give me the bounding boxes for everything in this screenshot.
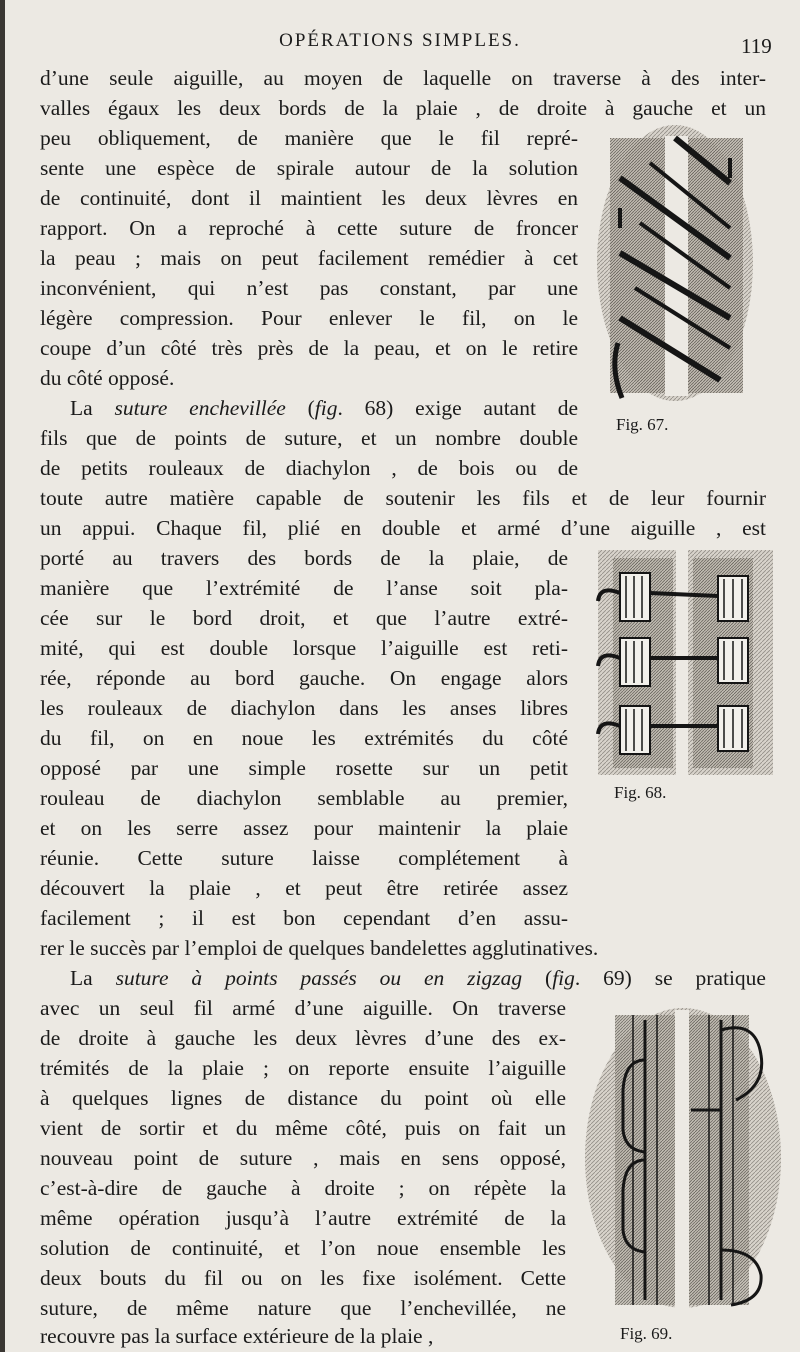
text-line: sente une espèce de spirale autour de la solution xyxy=(40,156,578,180)
text-line: rée, réponde au bord gauche. On engage alors xyxy=(40,666,568,690)
text-line: c’est-à-dire de gauche à droite ; on répète la xyxy=(40,1176,566,1200)
running-header: OPÉRATIONS SIMPLES. xyxy=(279,30,521,51)
text-line: rer le succès par l’emploi de quelques bandelettes agglutinatives. xyxy=(40,936,599,960)
italic-term: suture enchevillée xyxy=(114,396,286,420)
text-line: nouveau point de suture , mais en sens opposé, xyxy=(40,1146,566,1170)
text-line: mité, qui est double lorsque l’aiguille est reti- xyxy=(40,636,568,660)
text-line: même opération jusqu’à l’autre extrémité de la xyxy=(40,1206,566,1230)
text-line: La suture à points passés ou en zigzag (fig. 69) se pratique xyxy=(70,966,766,990)
text-line: d’une seule aiguille, au moyen de laquelle on traverse à des inter- xyxy=(40,66,766,90)
text-line: avec un seul fil armé d’une aiguille. On traverse xyxy=(40,996,566,1020)
text-line: suture, de même nature que l’enchevillée, ne xyxy=(40,1296,566,1320)
page-number: 119 xyxy=(741,34,772,58)
text-line: opposé par une simple rosette sur un petit xyxy=(40,756,568,780)
text-line: du côté opposé. xyxy=(40,366,175,390)
text-line: inconvénient, qui n’est pas constant, par une xyxy=(40,276,578,300)
figure-68-quilled-suture xyxy=(578,538,788,783)
text-line: trémités de la plaie ; on reporte ensuite l’aiguille xyxy=(40,1056,566,1080)
text-line: rouleau de diachylon semblable au premier, xyxy=(40,786,568,810)
text-line: à quelques lignes de distance du point où elle xyxy=(40,1086,566,1110)
text-line: rapport. On a reproché à cette suture de froncer xyxy=(40,216,578,240)
page-edge-shadow xyxy=(0,0,5,1352)
text-line: découvert la plaie , et peut être retirée assez xyxy=(40,876,568,900)
text-line: facilement ; il est bon cependant d’en assu- xyxy=(40,906,568,930)
text-line: manière que l’extrémité de l’anse soit pla- xyxy=(40,576,568,600)
text-line: peu obliquement, de manière que le fil repré- xyxy=(40,126,578,150)
figure-69-caption: Fig. 69. xyxy=(620,1324,673,1343)
text-line: de droite à gauche les deux lèvres d’une des ex- xyxy=(40,1026,566,1050)
text-line: réunie. Cette suture laisse complétement à xyxy=(40,846,568,870)
italic-term: suture à points passés ou en zigzag xyxy=(115,966,523,990)
text-line: un appui. Chaque fil, plié en double et armé d’une aiguille , est xyxy=(40,516,766,540)
figure-69-zigzag-suture xyxy=(575,1000,795,1318)
figure-68-caption: Fig. 68. xyxy=(614,783,667,802)
text-line: vient de sortir et du même côté, puis on fait un xyxy=(40,1116,566,1140)
text-line: de petits rouleaux de diachylon , de bois ou de xyxy=(40,456,578,480)
text-line: de continuité, dont il maintient les deux lèvres en xyxy=(40,186,578,210)
text-line: toute autre matière capable de soutenir les fils et de leur fournir xyxy=(40,486,766,510)
figure-67-spiral-suture xyxy=(580,118,780,413)
text-line: fils que de points de suture, et un nombre double xyxy=(40,426,578,450)
text-line: deux bouts du fil ou on les fixe isolément. Cette xyxy=(40,1266,566,1290)
text-line: coupe d’un côté très près de la peau, et on le retire xyxy=(40,336,578,360)
text-line: les rouleaux de diachylon dans les anses libres xyxy=(40,696,568,720)
text-line: porté au travers des bords de la plaie, de xyxy=(40,546,568,570)
text-line: du fil, on en noue les extrémités du côté xyxy=(40,726,568,750)
figure-67-caption: Fig. 67. xyxy=(616,415,669,434)
text-line: solution de continuité, et l’on noue ensemble les xyxy=(40,1236,566,1260)
text-line: et on les serre assez pour maintenir la plaie xyxy=(40,816,568,840)
text-line: légère compression. Pour enlever le fil, on le xyxy=(40,306,578,330)
text-line: la peau ; mais on peut facilement remédier à cet xyxy=(40,246,578,270)
text-line: valles égaux les deux bords de la plaie , de droite à gauche et un xyxy=(40,96,766,120)
text-line: cée sur le bord droit, et que l’autre extré- xyxy=(40,606,568,630)
text-line: La suture enchevillée (fig. 68) exige autant de xyxy=(70,396,578,420)
text-line: recouvre pas la surface extérieure de la plaie , xyxy=(40,1324,434,1348)
